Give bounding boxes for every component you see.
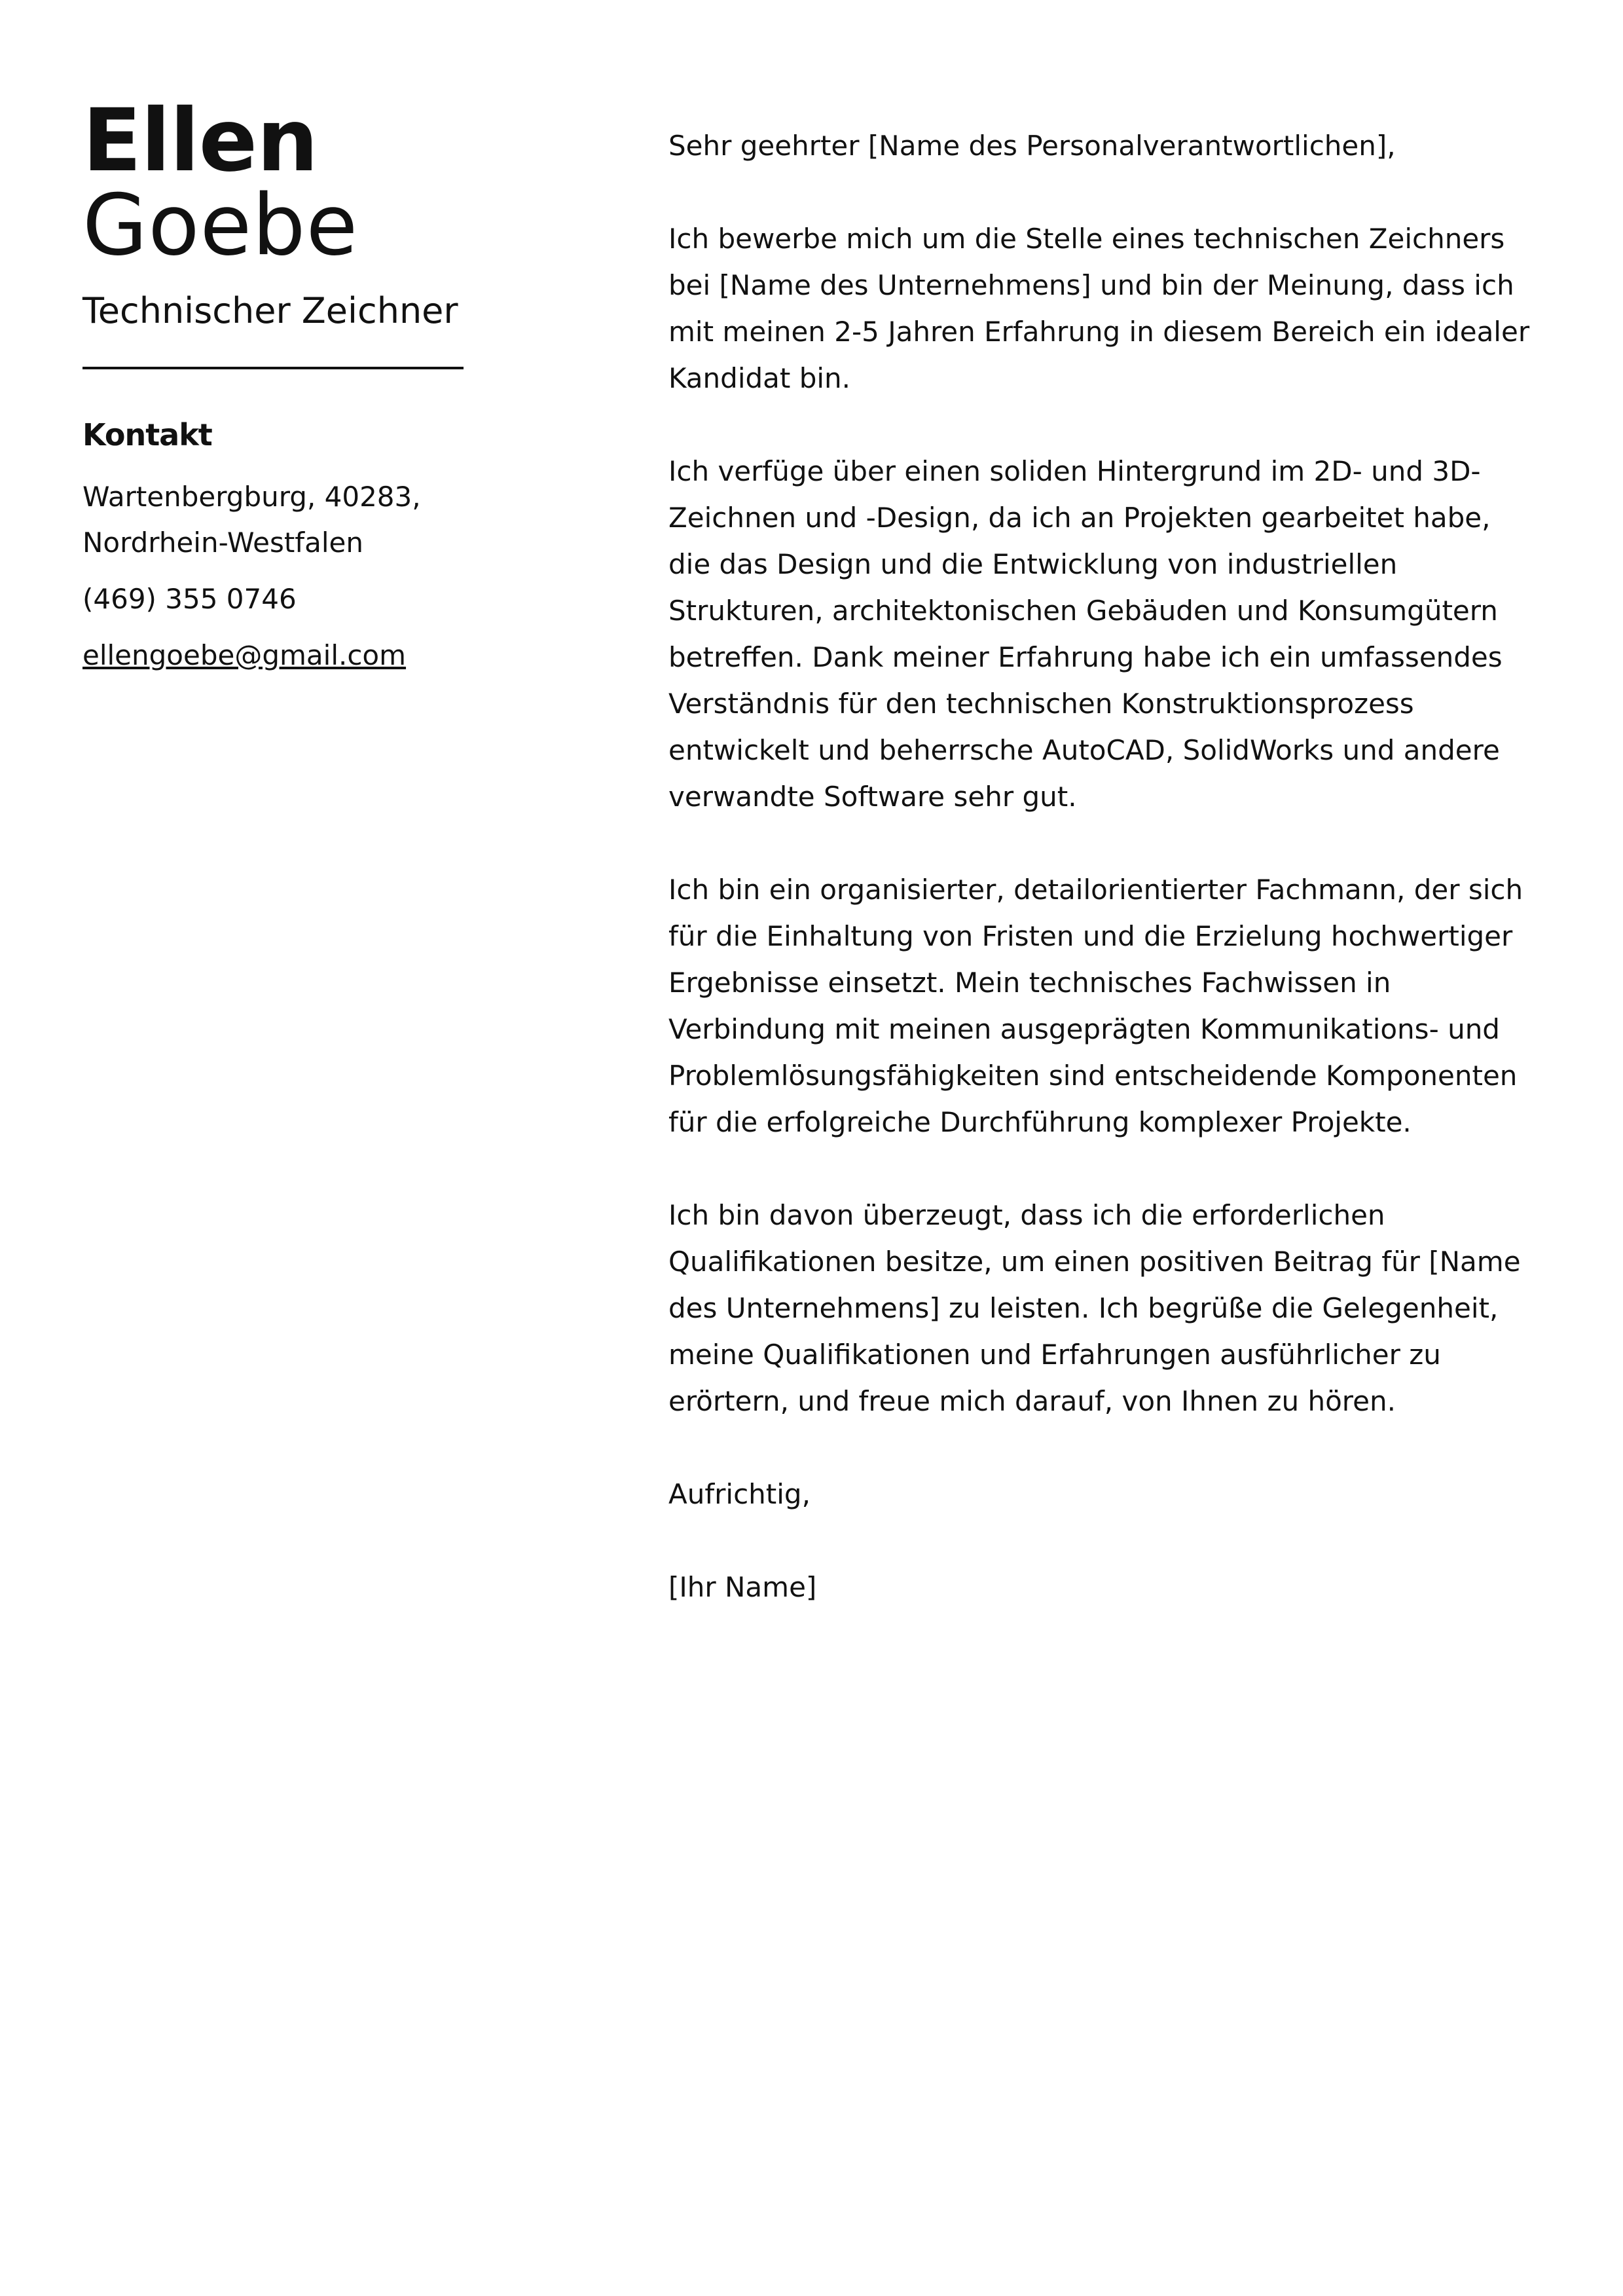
last-name: Goebe [82, 177, 359, 274]
first-name: Ellen [82, 90, 318, 191]
sidebar [82, 90, 501, 678]
letter-closing: Aufrichtig, [668, 1478, 811, 1510]
letter-salutation: Sehr geehrter [Name des Personalverantwortlichen], [668, 130, 1396, 162]
address-line-2: Nordrhein-Westfalen [82, 527, 363, 559]
divider [82, 367, 464, 369]
letter-body [668, 122, 1533, 1657]
letter-signature: [Ihr Name] [668, 1571, 817, 1603]
letter-paragraph-4: Ich bin davon überzeugt, dass ich die erforderlichen Qualifikationen besitze, um einen positiven Beitrag für [Name des Unternehmens] zu leisten. Ich begrüße die Gelegenheit, meine Qualifikationen und Erfahrungen ausführlicher zu erörtern, und freue mich darauf, von Ihnen zu hören. [668, 1199, 1521, 1417]
letter-paragraph-2: Ich verfüge über einen soliden Hintergrund im 2D- und 3D-Zeichnen und -Design, da ich an Projekten gearbeitet habe, die das Design und die Entwicklung von industriellen Strukturen, architektonischen Gebäuden und Konsumgütern betreffen. Dank meiner Erfahrung habe ich ein umfassendes Verständnis für den technischen Konstruktionsprozess entwickelt und beherrsche AutoCAD, SolidWorks und andere verwandte Software sehr gut. [668, 455, 1503, 813]
contact-email-link[interactable]: ellengoebe@gmail.com [82, 639, 407, 671]
address-line-1: Wartenbergburg, 40283, [82, 481, 421, 513]
contact-address [82, 474, 501, 566]
letter-paragraph-3: Ich bin ein organisierter, detailorientierter Fachmann, der sich für die Einhaltung von Fristen und die Erzielung hochwertiger Ergebnisse einsetzt. Mein technisches Fachwissen in Verbindung mit meinen ausgeprägten Kommunikations- und Problemlösungsfähigkeiten sind entscheidende Komponenten für die erfolgreiche Durchführung komplexer Projekte. [668, 874, 1523, 1138]
job-title: Technischer Zeichner [82, 290, 458, 331]
contact-phone: (469) 355 0746 [82, 583, 297, 615]
letter-paragraph-1: Ich bewerbe mich um die Stelle eines technischen Zeichners bei [Name des Unternehmens] und bin der Meinung, dass ich mit meinen 2-5 Jahren Erfahrung in diesem Bereich ein idealer Kandidat bin. [668, 223, 1530, 394]
contact-heading: Kontakt [82, 417, 212, 453]
